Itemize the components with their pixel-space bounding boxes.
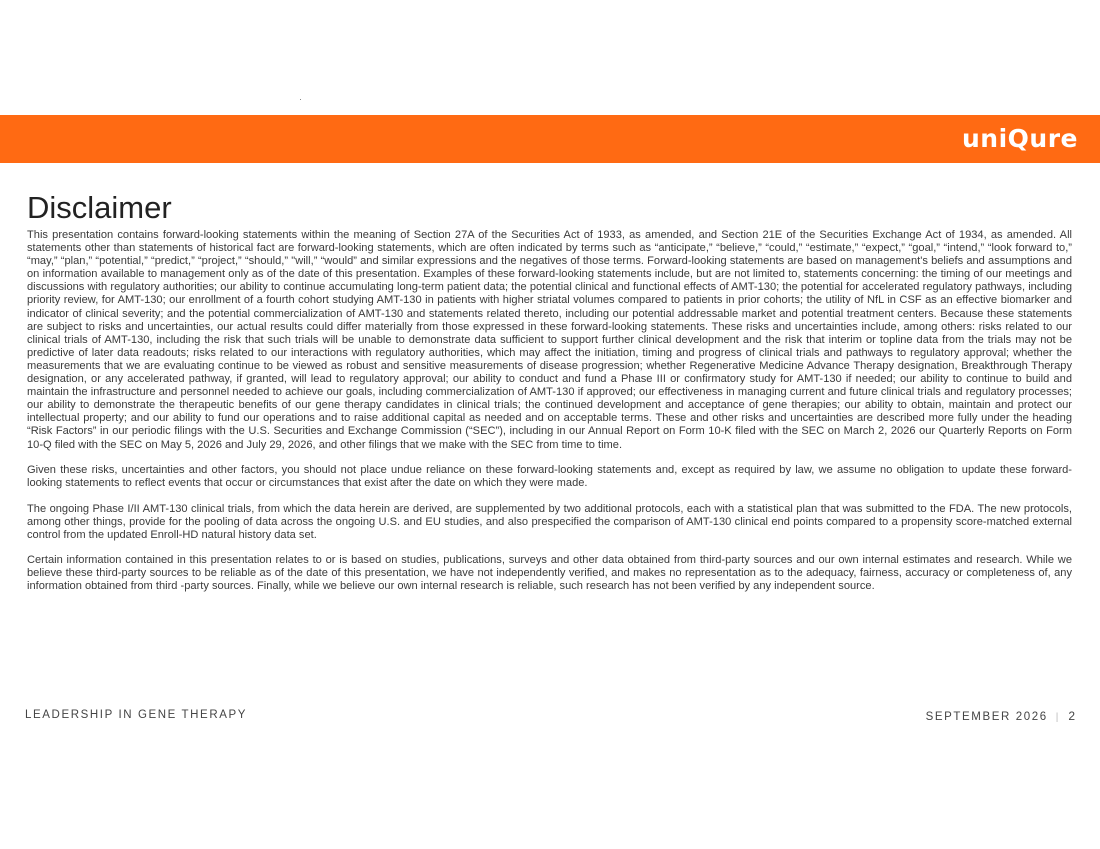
header-banner [0,115,1100,163]
disclaimer-paragraph: The ongoing Phase I/II AMT-130 clinical trials, from which the data herein are derived, are supplemented by two additional protocols, each with a statistical plan that was submitted to the FDA. The new protocols, among other things, provide for the pooling of data across the ongoing U.S. and EU studies, and also prespecified the comparison of AMT-130 clinical end points compared to a propensity score-matched external control from the updated Enroll-HD natural history data set. [27,502,1072,541]
page-number: 2 [1068,709,1075,723]
footer-date: SEPTEMBER 2026 [925,711,1048,723]
disclaimer-paragraph: Certain information contained in this presentation relates to or is based on studies, publications, surveys and other data obtained from third-party sources and our own internal estimates and research. While we believe these third-party sources to be reliable as of the date of this presentation, we have not independently verified, and makes no representation as to the adequacy, fairness, accuracy or completeness of, any information obtained from third -party sources. Finally, while we believe our own internal research is reliable, such research has not been verified by any independent source. [27,554,1072,593]
footer-separator: | [1055,712,1059,723]
decorative-dot [300,99,301,100]
page-title: Disclaimer [27,190,172,225]
uniqure-logo: uniQure [962,124,1078,153]
footer-info [926,709,1075,723]
disclaimer-body [27,229,1072,606]
footer-tagline: LEADERSHIP IN GENE THERAPY [25,709,248,721]
disclaimer-paragraph: This presentation contains forward-looking statements within the meaning of Section 27A of the Securities Act of 1933, as amended, and Section 21E of the Securities Exchange Act of 1934, as amended. All statements other than statements of historical fact are forward-looking statements, which are often indicated by terms such as “anticipate,” “believe,” “could,” “estimate,” “expect,” “goal,” “intend,” “look forward to,” “may,” “plan,” “potential,” “predict,” “project,” “should,” "will,” “would” and similar expressions and the negatives of those terms. Forward-looking statements are based on management's beliefs and assumptions and on information available to management only as of the date of this presentation. Examples of these forward-looking statements include, but are not limited to, statements concerning: the timing of our meetings and discussions with regulatory authorities; our ability to continue accumulating long-term patient data; the potential clinical and functional effects of AMT-130; the potential for accelerated regulatory pathways, including priority review, for AMT-130; our enrollment of a fourth cohort studying AMT-130 in patients with higher striatal volumes compared to patients in prior cohorts; the utility of NfL in CSF as an effective biomarker and indicator of clinical severity; and the potential commercialization of AMT-130 and statements related thereto, including our potential addressable market and potential treatment centers. Because these statements are subject to risks and uncertainties, our actual results could differ materially from those expressed in these forward-looking statements. These risks and uncertainties include, among others: risks related to our clinical trials of AMT-130, including the risk that such trials will be unable to demonstrate data sufficient to support further clinical development and the risk that interim or topline data from the trials may not be predictive of later data readouts; risks related to our interactions with regulatory authorities, which may affect the initiation, timing and progress of clinical trials and pathways to regulatory approval; whether the measurements that we are evaluating continue to be viewed as robust and sensitive measurements of disease progression; whether Regenerative Medicine Advance Therapy designation, Breakthrough Therapy designation, or any accelerated pathway, if granted, will lead to regulatory approval; our ability to conduct and fund a Phase III or confirmatory study for AMT-130 if needed; our ability to continue to build and maintain the infrastructure and personnel needed to achieve our goals, including commercialization of AMT-130 if approved; our effectiveness in managing current and future clinical trials and regulatory processes; our ability to demonstrate the therapeutic benefits of our gene therapy candidates in clinical trials; the continued development and acceptance of gene therapies; our ability to obtain, maintain and protect our intellectual property; and our ability to fund our operations and to raise additional capital as needed and on acceptable terms. These and other risks and uncertainties are described more fully under the heading “Risk Factors” in our periodic filings with the U.S. Securities and Exchange Commission (“SEC”), including in our Annual Report on Form 10-K filed with the SEC on March 2, 2026 our Quarterly Reports on Form 10-Q filed with the SEC on May 5, 2026 and July 29, 2026, and other filings that we make with the SEC from time to time. [27,229,1072,451]
disclaimer-paragraph: Given these risks, uncertainties and other factors, you should not place undue reliance on these forward-looking statements and, except as required by law, we assume no obligation to update these forward-looking statements to reflect events that occur or circumstances that exist after the date on which they were made. [27,463,1072,490]
